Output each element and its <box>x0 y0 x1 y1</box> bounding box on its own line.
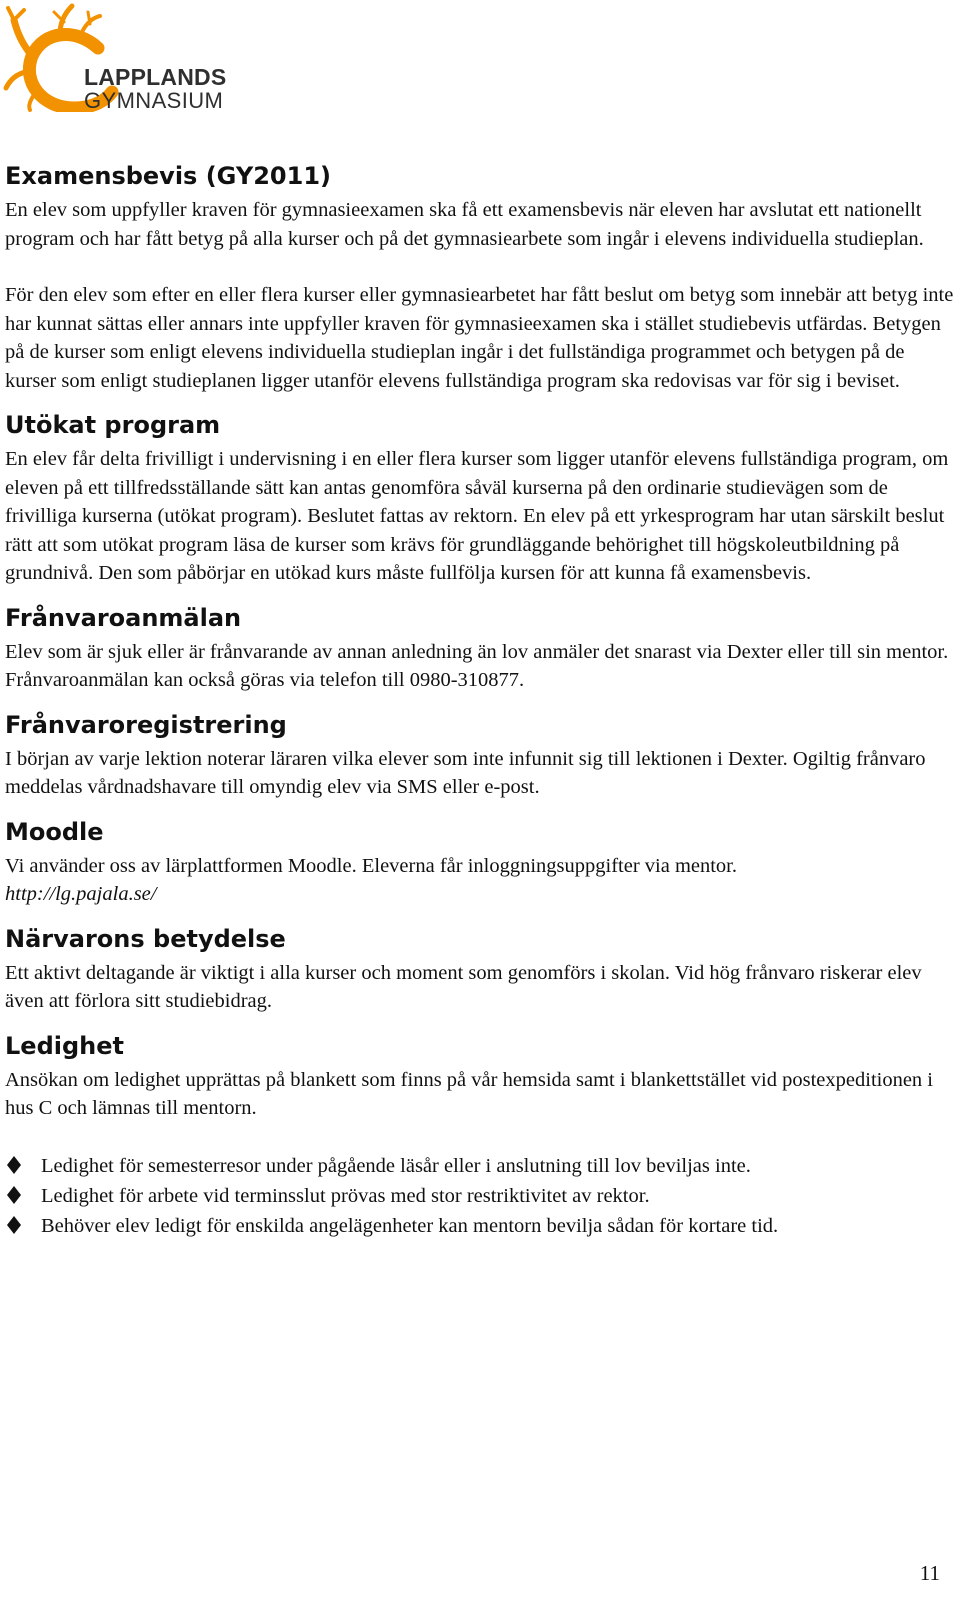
bullet-text: Ledighet för arbete vid terminsslut prövas med stor restriktivitet av rektor. <box>41 1184 650 1207</box>
logo-text-lapplands: LAPPLANDS <box>84 64 227 90</box>
diamond-bullet-icon <box>7 1156 21 1174</box>
paragraph-examensbevis-1: En elev som uppfyller kraven för gymnasieexamen ska få ett examensbevis när eleven har avslutat ett nationellt program och har fått betyg på alla kurser och på det gymnasiearbete som ingår i elevens individuella studieplan. <box>5 199 924 250</box>
heading-examensbevis: Examensbevis (GY2011) <box>5 162 331 190</box>
paragraph-utokat-program: En elev får delta frivilligt i undervisning i en eller flera kurser som ligger utanför elevens fullständiga program, om eleven på ett tillfredsställande sätt kan antas genomföra såväl kurserna på den ordinarie studievägen som de frivilliga kurserna (utökat program). Beslutet fattas av rektorn. En elev på ett yrkesprogram har utan särskilt beslut rätt att som utökat program läsa de kurser som krävs för grundläggande behörighet till högskoleutbildning på grundnivå. Den som påbörjar en utökad kurs måste fullfölja kursen för att kunna få examensbevis. <box>5 448 949 584</box>
list-item <box>5 1151 955 1181</box>
school-logo <box>2 2 234 112</box>
heading-franvaroanmalan: Frånvaroanmälan <box>5 603 242 632</box>
paragraph-narvarons-betydelse: Ett aktivt deltagande är viktigt i alla kurser och moment som genomförs i skolan. Vid hög frånvaro riskerar elev även att förlora sitt studiebidrag. <box>5 961 922 1012</box>
heading-narvarons-betydelse: Närvarons betydelse <box>5 924 286 953</box>
paragraph-ledighet: Ansökan om ledighet upprättas på blankett som finns på vår hemsida samt i blankettstället vid postexpeditionen i hus C och lämnas till mentorn. <box>5 1068 934 1119</box>
diamond-bullet-icon <box>7 1216 21 1234</box>
paragraph-franvaroanmalan: Elev som är sjuk eller är frånvarande av annan anledning än lov anmäler det snarast via Dexter eller till sin mentor. Frånvaroanmälan kan också göras via telefon till 0980-310877. <box>5 640 949 691</box>
logo-text-gymnasium: GYMNASIUM <box>84 88 224 113</box>
paragraph-moodle: Vi använder oss av lärplattformen Moodle. Eleverna får inloggningsuppgifter via mentor. <box>5 854 738 877</box>
bullet-text: Behöver elev ledigt för enskilda angelägenheter kan mentorn bevilja sådan för kortare tid. <box>41 1214 779 1237</box>
heading-ledighet: Ledighet <box>5 1031 124 1060</box>
heading-moodle: Moodle <box>5 817 104 846</box>
paragraph-examensbevis-2: För den elev som efter en eller flera kurser eller gymnasiearbetet har fått beslut om betyg som innebär att betyg inte har kunnat sättas eller annars inte uppfyller kraven för gymnasieexamen ska i stället studiebevis utfärdas. Betygen på de kurser som enligt elevens individuella studieplan ingår i det fullständiga programmet och betygen på de kurser som enligt studieplanen ligger utanför elevens fullständiga program ska redovisas var för sig i beviset. <box>5 284 954 392</box>
bullet-text: Ledighet för semesterresor under pågående läsår eller i anslutning till lov beviljas inte. <box>41 1154 751 1177</box>
heading-utokat-program: Utökat program <box>5 411 221 439</box>
ledighet-bullet-list <box>5 1151 955 1241</box>
diamond-bullet-icon <box>7 1186 21 1204</box>
list-item <box>5 1211 955 1241</box>
heading-franvaroregistrering: Frånvaroregistrering <box>5 710 287 739</box>
moodle-link[interactable]: http://lg.pajala.se/ <box>5 883 157 905</box>
paragraph-franvaroregistrering: I början av varje lektion noterar läraren vilka elever som inte infunnit sig till lektionen i Dexter. Ogiltig frånvaro meddelas vårdnadshavare till omyndig elev via SMS eller e-post. <box>5 747 926 798</box>
document-body <box>5 160 955 1241</box>
page-number: 11 <box>919 1561 940 1585</box>
list-item <box>5 1181 955 1211</box>
